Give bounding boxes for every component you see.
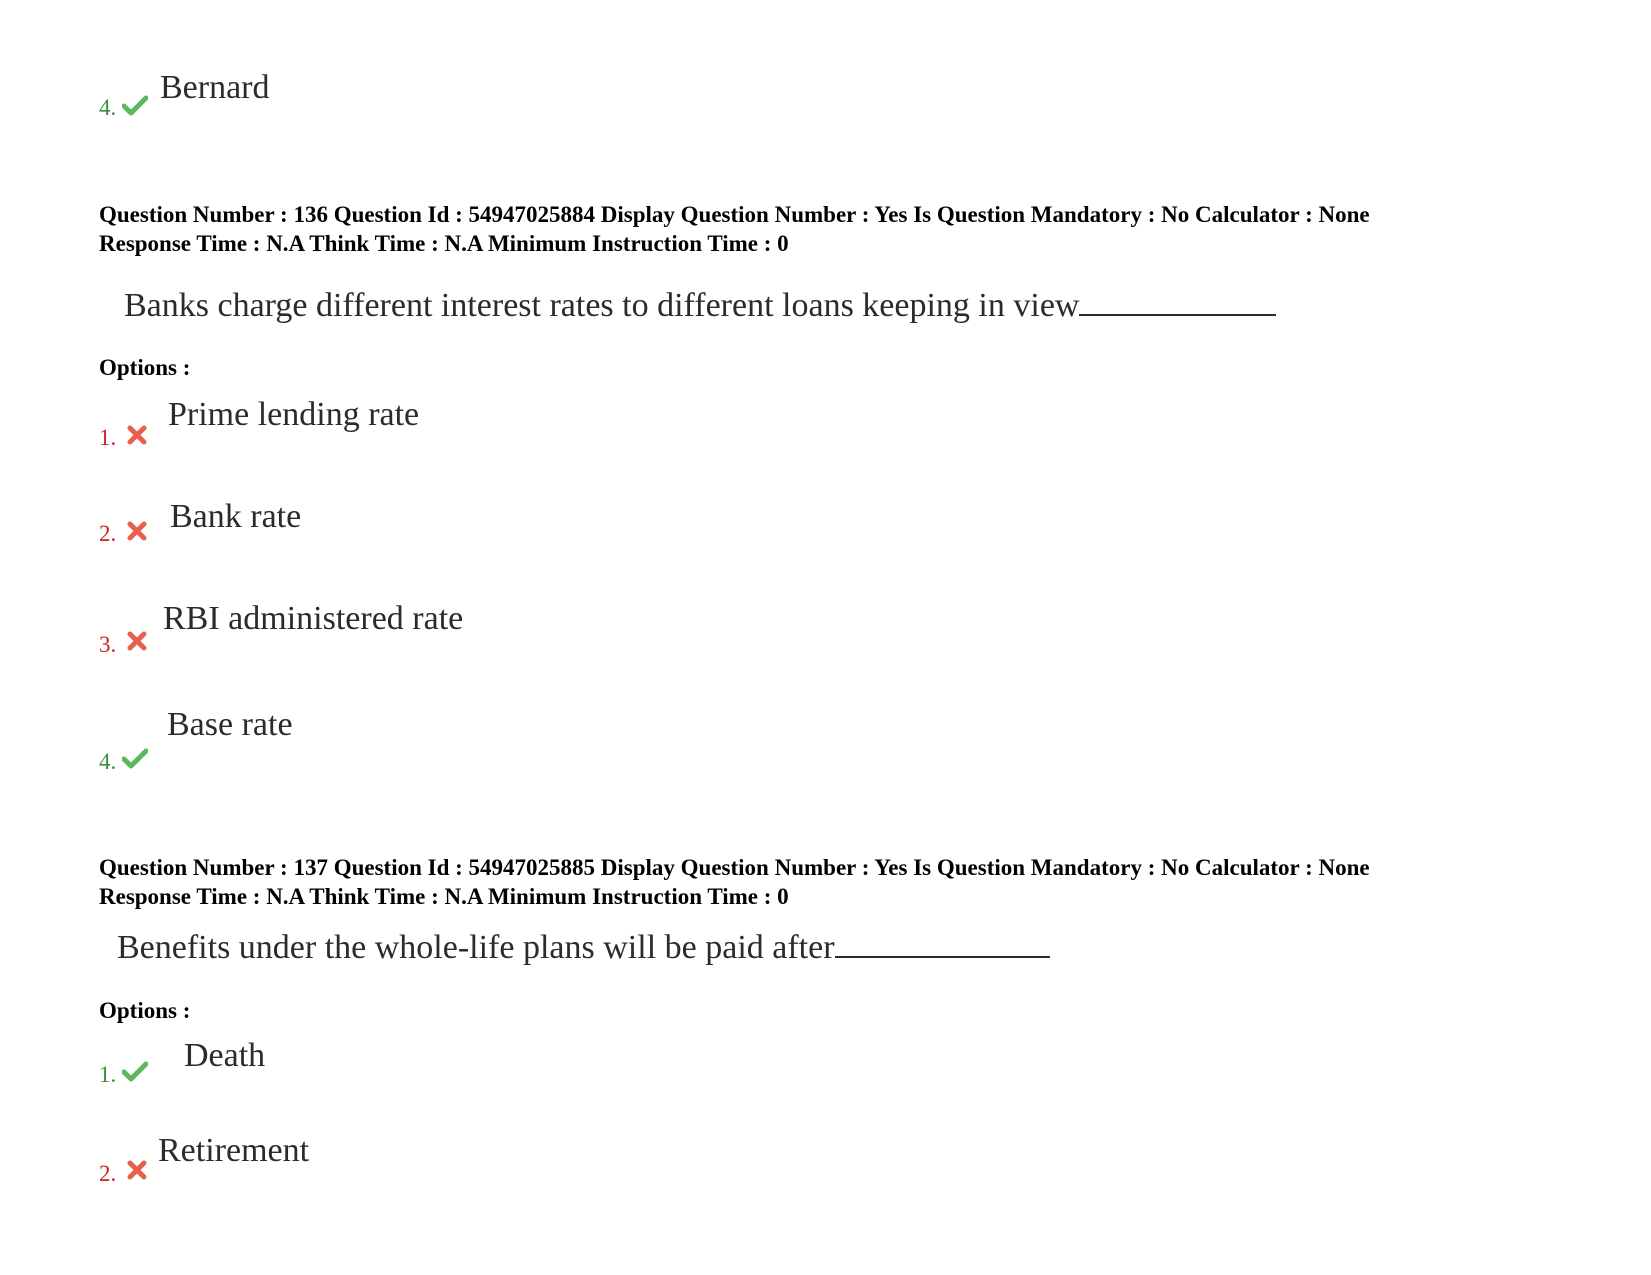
question-meta-line2: Response Time : N.A Think Time : N.A Minimum Instruction Time : 0 xyxy=(99,884,789,909)
option-text: Bank rate xyxy=(170,498,302,535)
check-icon xyxy=(122,1060,148,1082)
question-text-body: Benefits under the whole-life plans will be paid after xyxy=(117,929,835,966)
cross-icon xyxy=(124,424,150,446)
option-text: Base rate xyxy=(167,706,293,743)
cross-icon xyxy=(124,520,150,542)
answer-blank xyxy=(1079,286,1276,316)
question-text xyxy=(117,928,1050,968)
option-number: 4. xyxy=(99,749,117,774)
option-text: RBI administered rate xyxy=(163,600,464,637)
option-number: 4. xyxy=(99,95,117,120)
option-number: 2. xyxy=(99,521,117,546)
option-number: 1. xyxy=(99,425,117,450)
option-number: 3. xyxy=(99,632,117,657)
options-label: Options : xyxy=(99,998,191,1023)
option-number: 1. xyxy=(99,1062,117,1087)
options-label: Options : xyxy=(99,355,191,380)
option-text: Retirement xyxy=(158,1132,310,1169)
cross-icon xyxy=(124,1159,150,1181)
option-text: Prime lending rate xyxy=(168,396,420,433)
question-meta-line2: Response Time : N.A Think Time : N.A Minimum Instruction Time : 0 xyxy=(99,231,789,256)
question-meta-line1: Question Number : 137 Question Id : 54947025885 Display Question Number : Yes Is Question Mandatory : No Calculator : None xyxy=(99,855,1370,880)
question-meta-line1: Question Number : 136 Question Id : 54947025884 Display Question Number : Yes Is Question Mandatory : No Calculator : None xyxy=(99,202,1370,227)
answer-blank xyxy=(835,928,1050,958)
option-text: Death xyxy=(184,1037,266,1074)
cross-icon xyxy=(124,630,150,652)
check-icon xyxy=(122,747,148,769)
option-number: 2. xyxy=(99,1161,117,1186)
check-icon xyxy=(122,94,148,116)
question-text-body: Banks charge different interest rates to different loans keeping in view xyxy=(124,287,1080,324)
question-text xyxy=(124,286,1276,326)
option-text: Bernard xyxy=(160,69,270,106)
